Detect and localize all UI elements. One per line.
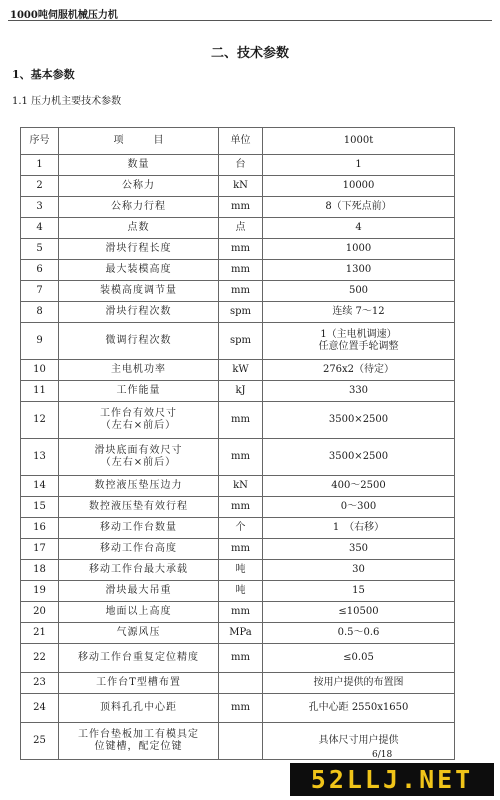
row-item bbox=[59, 644, 219, 673]
table-row bbox=[21, 155, 455, 176]
row-unit: mm bbox=[219, 539, 263, 560]
cell-line: 500 bbox=[348, 285, 369, 296]
row-value bbox=[263, 239, 455, 260]
row-unit: mm bbox=[219, 239, 263, 260]
cell-line: 位键槽，配定位键 bbox=[94, 741, 183, 752]
row-value bbox=[263, 673, 455, 694]
cell-line: 顶料孔孔中心距 bbox=[100, 702, 177, 713]
row-item bbox=[59, 381, 219, 402]
row-value bbox=[263, 281, 455, 302]
page-number: 6/18 bbox=[372, 750, 393, 760]
row-item bbox=[59, 518, 219, 539]
row-number: 1 bbox=[21, 155, 59, 176]
row-number: 24 bbox=[21, 694, 59, 723]
row-value bbox=[263, 323, 455, 360]
row-value bbox=[263, 218, 455, 239]
cell-line: 气源风压 bbox=[116, 627, 161, 638]
row-number: 16 bbox=[21, 518, 59, 539]
row-item bbox=[59, 694, 219, 723]
cell-line: 滑块最大吊重 bbox=[105, 585, 172, 596]
row-number: 13 bbox=[21, 439, 59, 476]
row-number: 7 bbox=[21, 281, 59, 302]
row-number: 9 bbox=[21, 323, 59, 360]
row-unit: MPa bbox=[219, 623, 263, 644]
cell-line: 350 bbox=[348, 543, 369, 554]
row-number: 8 bbox=[21, 302, 59, 323]
row-item bbox=[59, 723, 219, 760]
cell-line: 1 （右移） bbox=[332, 522, 385, 533]
table-caption: 1.1 压力机主要技术参数 bbox=[12, 96, 122, 107]
cell-line: （左右×前后） bbox=[100, 420, 177, 431]
cell-line: 276x2（待定） bbox=[322, 364, 395, 375]
page-header-title: 1000吨伺服机械压力机 bbox=[10, 10, 118, 21]
row-item bbox=[59, 581, 219, 602]
cell-line: 15 bbox=[352, 585, 365, 596]
table-row bbox=[21, 402, 455, 439]
spec-table bbox=[20, 127, 455, 760]
table-row bbox=[21, 694, 455, 723]
row-item bbox=[59, 560, 219, 581]
cell-line: （左右×前后） bbox=[100, 457, 177, 468]
row-unit: 点 bbox=[219, 218, 263, 239]
row-value bbox=[263, 539, 455, 560]
row-unit: kN bbox=[219, 476, 263, 497]
row-value bbox=[263, 602, 455, 623]
row-number: 12 bbox=[21, 402, 59, 439]
table-body bbox=[21, 155, 455, 760]
header-divider bbox=[8, 20, 492, 21]
row-unit: mm bbox=[219, 602, 263, 623]
cell-line: 1000 bbox=[345, 243, 372, 254]
table-row bbox=[21, 323, 455, 360]
row-unit: 吨 bbox=[219, 581, 263, 602]
row-value bbox=[263, 581, 455, 602]
row-unit: mm bbox=[219, 497, 263, 518]
cell-line: 0～300 bbox=[340, 501, 377, 512]
cell-line: 1300 bbox=[345, 264, 372, 275]
row-unit: spm bbox=[219, 323, 263, 360]
row-unit: mm bbox=[219, 694, 263, 723]
row-value bbox=[263, 439, 455, 476]
row-number: 3 bbox=[21, 197, 59, 218]
row-unit: mm bbox=[219, 260, 263, 281]
cell-line: 4 bbox=[355, 222, 362, 233]
table-row bbox=[21, 673, 455, 694]
row-item bbox=[59, 176, 219, 197]
cell-line: 10000 bbox=[342, 180, 375, 191]
row-value bbox=[263, 197, 455, 218]
cell-line: 工作能量 bbox=[116, 385, 161, 396]
cell-line: 移动工作台数量 bbox=[100, 522, 177, 533]
table-row bbox=[21, 602, 455, 623]
cell-line: 滑块底面有效尺寸 bbox=[94, 445, 183, 456]
row-item bbox=[59, 602, 219, 623]
row-value bbox=[263, 176, 455, 197]
row-number: 19 bbox=[21, 581, 59, 602]
row-value bbox=[263, 723, 455, 760]
cell-line: 点数 bbox=[127, 222, 150, 233]
cell-line: 数控液压垫压边力 bbox=[94, 480, 183, 491]
header-value: 1000t bbox=[263, 128, 455, 155]
cell-line: 数控液压垫有效行程 bbox=[89, 501, 188, 512]
cell-line: 滑块行程次数 bbox=[105, 306, 172, 317]
cell-line: 移动工作台高度 bbox=[100, 543, 177, 554]
table-row bbox=[21, 623, 455, 644]
row-number: 2 bbox=[21, 176, 59, 197]
row-value bbox=[263, 694, 455, 723]
row-unit: mm bbox=[219, 281, 263, 302]
row-value bbox=[263, 381, 455, 402]
row-value bbox=[263, 402, 455, 439]
row-item bbox=[59, 302, 219, 323]
cell-line: 移动工作台最大承载 bbox=[89, 564, 188, 575]
table-row bbox=[21, 476, 455, 497]
row-number: 4 bbox=[21, 218, 59, 239]
cell-line: 400～2500 bbox=[331, 480, 386, 491]
row-unit: mm bbox=[219, 402, 263, 439]
row-number: 21 bbox=[21, 623, 59, 644]
header-no: 序号 bbox=[21, 128, 59, 155]
row-item bbox=[59, 360, 219, 381]
row-value bbox=[263, 497, 455, 518]
cell-line: 1 bbox=[355, 159, 362, 170]
row-value bbox=[263, 476, 455, 497]
row-item bbox=[59, 623, 219, 644]
row-number: 6 bbox=[21, 260, 59, 281]
cell-line: 8（下死点前） bbox=[325, 201, 392, 212]
watermark-logo: 52LLJ.NET bbox=[290, 763, 494, 796]
cell-line: 330 bbox=[348, 385, 369, 396]
row-unit: 台 bbox=[219, 155, 263, 176]
cell-line: 工作台垫板加工有模具定 bbox=[78, 729, 199, 740]
row-item bbox=[59, 260, 219, 281]
cell-line: 公称力 bbox=[122, 180, 155, 191]
cell-line: 公称力行程 bbox=[111, 201, 166, 212]
table-header-row bbox=[21, 128, 455, 155]
subsection-title: 1、基本参数 bbox=[12, 68, 75, 81]
row-value bbox=[263, 360, 455, 381]
cell-line: 30 bbox=[352, 564, 365, 575]
row-number: 17 bbox=[21, 539, 59, 560]
cell-line: 3500×2500 bbox=[328, 414, 389, 425]
row-value bbox=[263, 560, 455, 581]
row-value bbox=[263, 518, 455, 539]
row-value bbox=[263, 302, 455, 323]
row-item bbox=[59, 497, 219, 518]
row-item bbox=[59, 673, 219, 694]
cell-line: 工作台有效尺寸 bbox=[100, 408, 177, 419]
cell-line: 数量 bbox=[127, 159, 150, 170]
row-number: 23 bbox=[21, 673, 59, 694]
cell-line: 地面以上高度 bbox=[105, 606, 172, 617]
table-row bbox=[21, 239, 455, 260]
row-number: 11 bbox=[21, 381, 59, 402]
cell-line: 孔中心距 2550x1650 bbox=[308, 702, 409, 713]
row-item bbox=[59, 197, 219, 218]
table-row bbox=[21, 218, 455, 239]
row-unit: mm bbox=[219, 197, 263, 218]
row-unit bbox=[219, 723, 263, 760]
row-item bbox=[59, 402, 219, 439]
cell-line: ≤10500 bbox=[338, 606, 379, 617]
table-row bbox=[21, 518, 455, 539]
row-item bbox=[59, 476, 219, 497]
row-unit: mm bbox=[219, 439, 263, 476]
row-unit: spm bbox=[219, 302, 263, 323]
table-row bbox=[21, 281, 455, 302]
table-row bbox=[21, 581, 455, 602]
cell-line: 具体尺寸用户提供 bbox=[318, 735, 399, 746]
row-item bbox=[59, 539, 219, 560]
row-item bbox=[59, 323, 219, 360]
row-number: 20 bbox=[21, 602, 59, 623]
cell-line: 连续 7～12 bbox=[332, 306, 385, 317]
row-item bbox=[59, 155, 219, 176]
row-item bbox=[59, 239, 219, 260]
table-row bbox=[21, 439, 455, 476]
table-row bbox=[21, 360, 455, 381]
table-row bbox=[21, 497, 455, 518]
row-value bbox=[263, 644, 455, 673]
cell-line: 任意位置手轮调整 bbox=[318, 341, 399, 352]
table-row bbox=[21, 539, 455, 560]
table-row bbox=[21, 176, 455, 197]
row-number: 5 bbox=[21, 239, 59, 260]
header-item: 项 目 bbox=[59, 128, 219, 155]
row-unit: kJ bbox=[219, 381, 263, 402]
table-row bbox=[21, 197, 455, 218]
row-unit: kW bbox=[219, 360, 263, 381]
cell-line: 微调行程次数 bbox=[105, 335, 172, 346]
row-number: 18 bbox=[21, 560, 59, 581]
row-number: 14 bbox=[21, 476, 59, 497]
cell-line: 工作台T型槽布置 bbox=[96, 677, 181, 688]
row-unit bbox=[219, 673, 263, 694]
table-row bbox=[21, 560, 455, 581]
cell-line: 3500×2500 bbox=[328, 451, 389, 462]
row-value bbox=[263, 260, 455, 281]
row-number: 10 bbox=[21, 360, 59, 381]
table-row bbox=[21, 302, 455, 323]
row-unit: kN bbox=[219, 176, 263, 197]
cell-line: 0.5～0.6 bbox=[337, 627, 380, 638]
cell-line: ≤0.05 bbox=[343, 652, 374, 663]
table-row bbox=[21, 260, 455, 281]
row-number: 15 bbox=[21, 497, 59, 518]
row-unit: 吨 bbox=[219, 560, 263, 581]
cell-line: 主电机功率 bbox=[111, 364, 166, 375]
cell-line: 按用户提供的布置图 bbox=[313, 677, 404, 688]
row-item bbox=[59, 281, 219, 302]
row-item bbox=[59, 218, 219, 239]
row-number: 25 bbox=[21, 723, 59, 760]
cell-line: 移动工作台重复定位精度 bbox=[78, 652, 199, 663]
section-title: 二、技术参数 bbox=[210, 46, 289, 61]
cell-line: 1（主电机调速） bbox=[320, 329, 397, 340]
cell-line: 最大装模高度 bbox=[105, 264, 172, 275]
table-row bbox=[21, 381, 455, 402]
row-unit: mm bbox=[219, 644, 263, 673]
table-row bbox=[21, 644, 455, 673]
cell-line: 滑块行程长度 bbox=[105, 243, 172, 254]
row-unit: 个 bbox=[219, 518, 263, 539]
cell-line: 装模高度调节量 bbox=[100, 285, 177, 296]
row-value bbox=[263, 155, 455, 176]
header-unit: 单位 bbox=[219, 128, 263, 155]
row-item bbox=[59, 439, 219, 476]
row-value bbox=[263, 623, 455, 644]
row-number: 22 bbox=[21, 644, 59, 673]
